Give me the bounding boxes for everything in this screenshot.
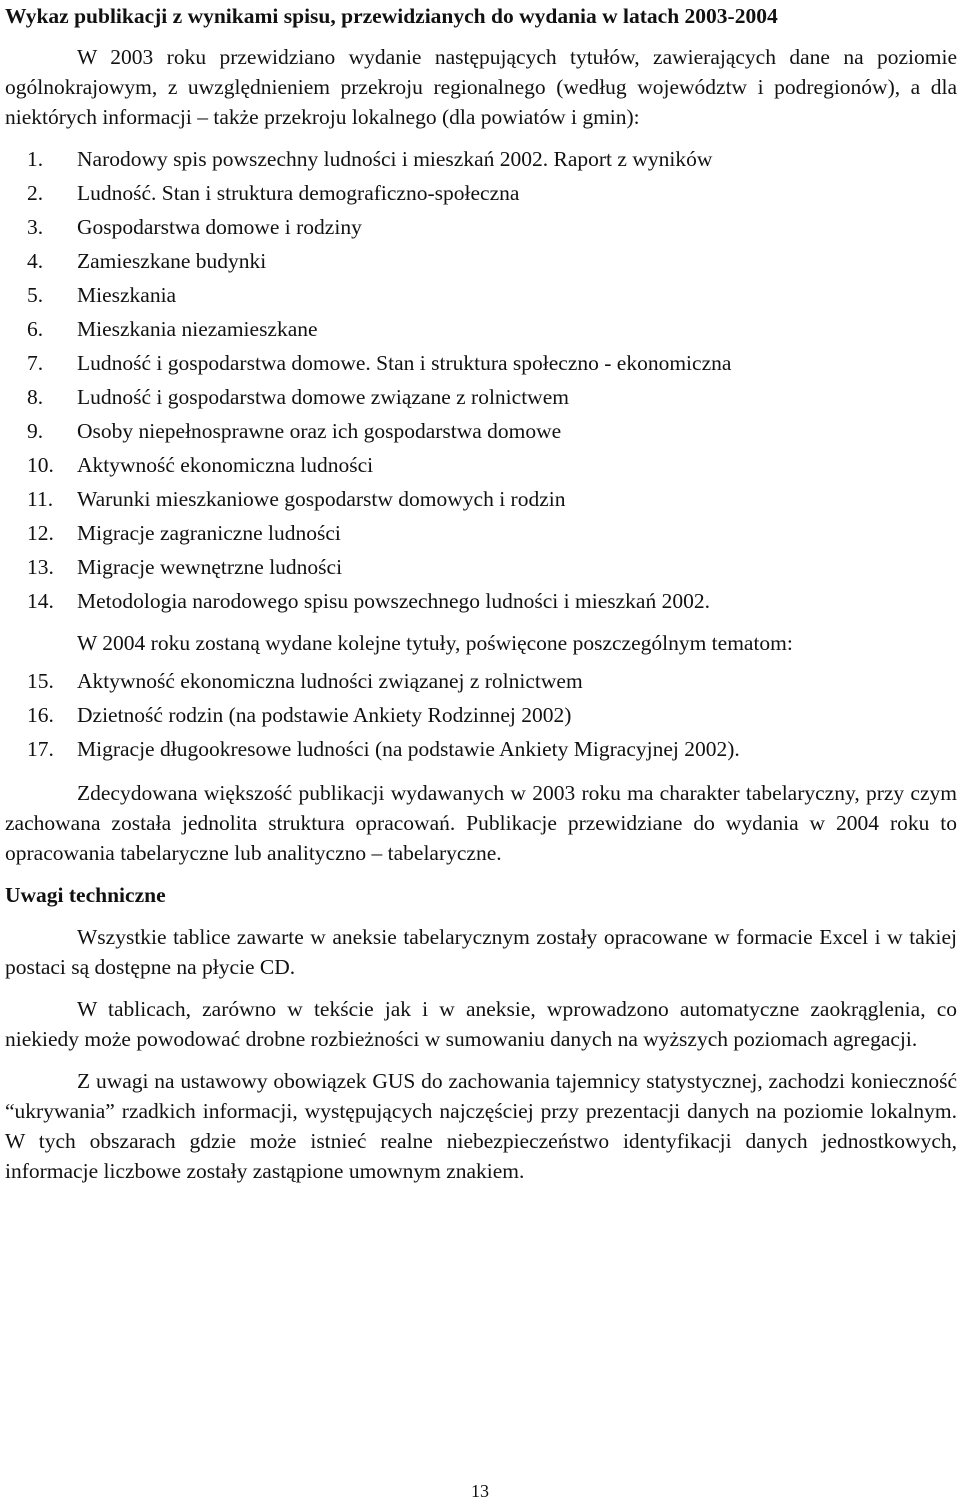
list-item: 8. Ludność i gospodarstwa domowe związane z rolnictwem (27, 385, 569, 409)
list-item: 17. Migracje długookresowe ludności (na podstawie Ankiety Migracyjnej 2002). (27, 737, 740, 761)
list-item: 16. Dzietność rodzin (na podstawie Ankiety Rodzinnej 2002) (27, 703, 572, 727)
list-item: 13. Migracje wewnętrzne ludności (27, 555, 343, 579)
list-item: 5. Mieszkania (27, 283, 177, 307)
document-page (5, 0, 957, 1186)
list-item: 6. Mieszkania niezamieszkane (27, 317, 318, 341)
tech-paragraph: Z uwagi na ustawowy obowiązek GUS do zachowania tajemnicy statystycznej, zachodzi konieczność “ukrywania” rzadkich informacji, występujących najczęściej przy prezentacji danych na poziomie lokalnym. W tych obszarach gdzie może istnieć realne niebezpieczeństwo identyfikacji danych jednostkowych, informacje liczbowe zostały zastąpione umownym znakiem. (5, 1069, 957, 1183)
document-heading: Wykaz publikacji z wynikami spisu, przewidzianych do wydania w latach 2003-2004 (5, 4, 778, 28)
tech-paragraph: Wszystkie tablice zawarte w aneksie tabelarycznym zostały opracowane w formacie Excel i w takiej postaci są dostępne na płycie CD. (5, 925, 957, 979)
list-item: 12. Migracje zagraniczne ludności (27, 521, 341, 545)
summary-paragraph: Zdecydowana większość publikacji wydawanych w 2003 roku ma charakter tabelaryczny, przy czym zachowana została jednolita struktura opracowań. Publikacje przewidziane do wydania w 2004 roku to opracowania tabelaryczne lub analityczno – tabelaryczne. (5, 781, 957, 865)
page-number: 13 (471, 1481, 489, 1501)
list-item: 10. Aktywność ekonomiczna ludności (27, 453, 374, 477)
tech-paragraph: W tablicach, zarówno w tekście jak i w aneksie, wprowadzono automatyczne zaokrąglenia, co niekiedy może powodować drobne rozbieżności w sumowaniu danych na wyższych poziomach agregacji. (5, 997, 957, 1051)
intro-2004-paragraph: W 2004 roku zostaną wydane kolejne tytuły, poświęcone poszczególnym tematom: (77, 631, 793, 655)
list-item: 7. Ludność i gospodarstwa domowe. Stan i struktura społeczno - ekonomiczna (27, 351, 732, 375)
list-item: 14. Metodologia narodowego spisu powszechnego ludności i mieszkań 2002. (27, 589, 710, 613)
list-item: 2. Ludność. Stan i struktura demograficzno-społeczna (27, 181, 520, 205)
list-item: 1. Narodowy spis powszechny ludności i mieszkań 2002. Raport z wyników (27, 147, 713, 171)
list-2003 (5, 142, 957, 618)
list-2004 (5, 664, 957, 766)
list-item: 3. Gospodarstwa domowe i rodziny (27, 215, 362, 239)
list-item: 9. Osoby niepełnosprawne oraz ich gospodarstwa domowe (27, 419, 562, 443)
list-item: 4. Zamieszkane budynki (27, 249, 267, 273)
list-item: 11. Warunki mieszkaniowe gospodarstw domowych i rodzin (27, 487, 566, 511)
technical-notes-heading: Uwagi techniczne (5, 883, 166, 907)
list-item: 15. Aktywność ekonomiczna ludności związanej z rolnictwem (27, 669, 583, 693)
intro-2003-paragraph: W 2003 roku przewidziano wydanie następujących tytułów, zawierających dane na poziomie ogólnokrajowym, z uwzględnieniem przekroju regionalnego (według województw i podregionów), a dla niektórych informacji – także przekroju lokalnego (dla powiatów i gmin): (5, 45, 957, 129)
